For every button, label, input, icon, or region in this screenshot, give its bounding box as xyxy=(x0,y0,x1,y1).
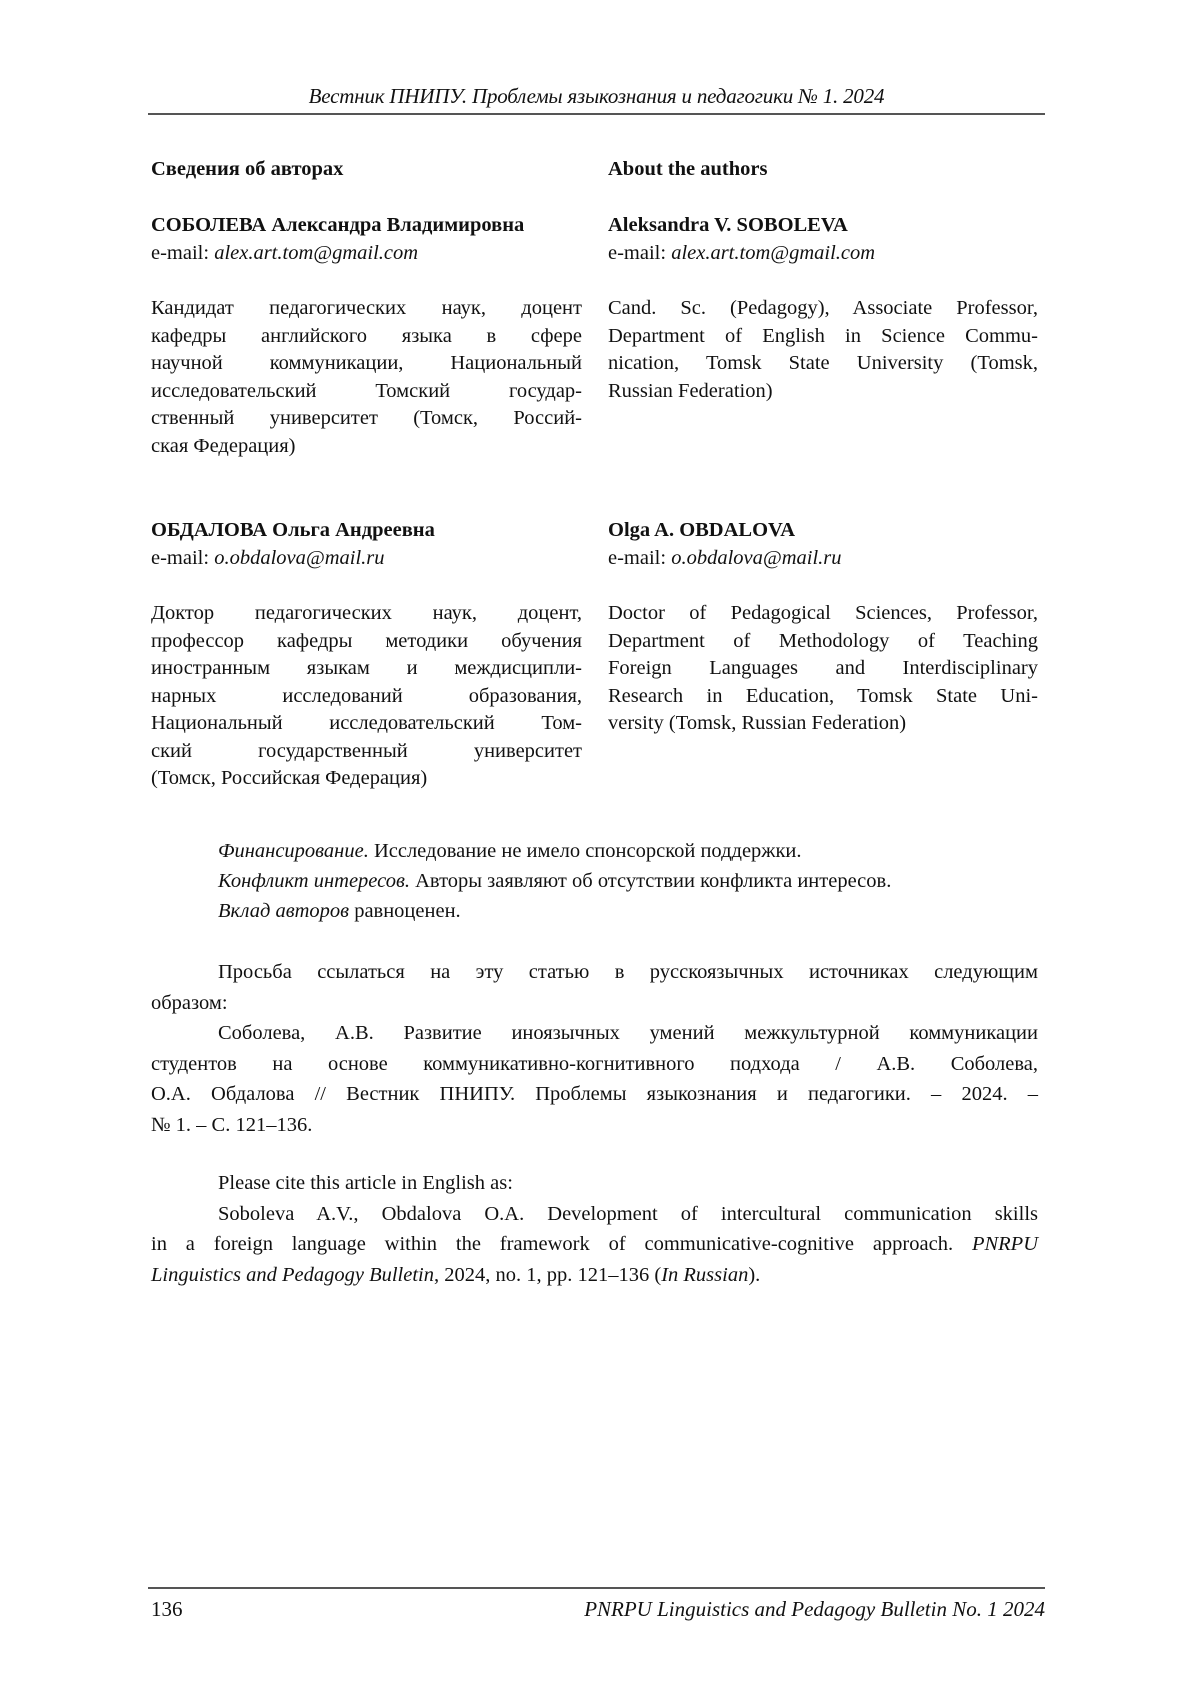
bio-line: ский государственный университет xyxy=(151,739,582,762)
citation-text: ). xyxy=(748,1263,761,1286)
bio-line: (Томск, Российская Федерация) xyxy=(151,767,428,789)
citation-text: in a foreign language within the framework of communicative-cognitive approach. xyxy=(151,1233,972,1255)
author-ru-2 xyxy=(151,517,582,793)
citation-ref-line xyxy=(151,1260,1038,1291)
journal-name: PNRPU xyxy=(971,1233,1038,1255)
authors-ru-title: Сведения об авторах xyxy=(151,158,344,180)
conflict-text: Авторы заявляют об отсутствии конфликта интересов. xyxy=(410,870,892,892)
language-note: In Russian xyxy=(661,1263,749,1286)
email-line xyxy=(608,240,1038,268)
citation-intro: Please cite this article in English as: xyxy=(218,1172,513,1194)
citation-ru xyxy=(151,957,1038,1140)
contribution-note xyxy=(218,896,891,926)
bio-line: Foreign Languages and Interdisciplinary xyxy=(608,657,1038,679)
bio-line: Department of English in Science Commu- xyxy=(608,324,1038,347)
citation-ref-line: Соболева, А.В. Развитие иноязычных умений межкультурной коммуникации xyxy=(218,1022,1038,1044)
email-label: e-mail: xyxy=(151,241,215,264)
citation-intro: образом: xyxy=(151,991,228,1014)
bio-line: иностранным языкам и междисципли- xyxy=(151,657,582,679)
citation-text: , 2024, no. 1, pp. 121–136 ( xyxy=(434,1263,662,1286)
email-link[interactable]: o.obdalova@mail.ru xyxy=(671,546,842,569)
email-label: e-mail: xyxy=(608,546,672,569)
bio-line: исследовательский Томский государ- xyxy=(151,379,582,402)
email-link[interactable]: alex.art.tom@gmail.com xyxy=(671,241,876,264)
citation-ref-line xyxy=(151,1229,1038,1260)
bio-line: Research in Education, Tomsk State Uni- xyxy=(608,684,1038,707)
bio-line: Кандидат педагогических наук, доцент xyxy=(151,297,582,319)
bio-line: ственный университет (Томск, Россий- xyxy=(151,407,582,429)
bio-line: Department of Methodology of Teaching xyxy=(608,629,1038,652)
author-bio xyxy=(608,295,1038,405)
author-name: Aleksandra V. SOBOLEVA xyxy=(608,214,848,236)
journal-name: Linguistics and Pedagogy Bulletin xyxy=(151,1263,434,1286)
email-line xyxy=(151,240,582,268)
email-link[interactable]: alex.art.tom@gmail.com xyxy=(214,241,419,264)
bio-line: Национальный исследовательский Том- xyxy=(151,712,582,734)
citation-ref-line: Soboleva A.V., Obdalova O.A. Development of intercultural communication skills xyxy=(218,1202,1038,1225)
bio-line: ская Федерация) xyxy=(151,434,296,457)
author-en-1 xyxy=(608,212,1038,405)
funding-text: Исследование не имело спонсорской поддержки. xyxy=(368,840,802,862)
email-line xyxy=(151,545,582,573)
author-bio xyxy=(151,295,582,460)
author-name: ОБДАЛОВА Ольга Андреевна xyxy=(151,519,435,541)
citation-ref-line: № 1. – С. 121–136. xyxy=(151,1113,313,1136)
citation-en xyxy=(151,1168,1038,1290)
page-number: 136 xyxy=(151,1597,183,1621)
author-en-2 xyxy=(608,517,1038,738)
running-header: Вестник ПНИПУ. Проблемы языкознания и педагогики № 1. 2024 xyxy=(308,84,885,108)
contribution-label: Вклад авторов xyxy=(218,900,350,922)
bio-line: нарных исследований образования, xyxy=(151,684,582,707)
bio-line: Russian Federation) xyxy=(608,379,773,402)
header-rule xyxy=(148,113,1045,115)
bio-line: кафедры английского языка в сфере xyxy=(151,324,582,347)
contribution-text: равноценен. xyxy=(349,900,461,922)
funding-note xyxy=(218,836,891,866)
footer-rule xyxy=(148,1587,1045,1589)
bio-line: versity (Tomsk, Russian Federation) xyxy=(608,712,907,734)
bio-line: nication, Tomsk State University (Tomsk, xyxy=(608,352,1038,374)
author-name: Olga A. OBDALOVA xyxy=(608,519,796,541)
bio-line: Cand. Sc. (Pedagogy), Associate Professor, xyxy=(608,297,1038,319)
citation-ref-line: О.А. Обдалова // Вестник ПНИПУ. Проблемы языкознания и педагогики. – 2024. – xyxy=(151,1083,1038,1105)
email-label: e-mail: xyxy=(151,546,215,569)
bio-line: Доктор педагогических наук, доцент, xyxy=(151,602,582,624)
email-line xyxy=(608,545,1038,573)
citation-ref-line: студентов на основе коммуникативно-когнитивного подхода / А.В. Соболева, xyxy=(151,1052,1038,1075)
bio-line: Doctor of Pedagogical Sciences, Professor, xyxy=(608,602,1038,624)
running-footer: PNRPU Linguistics and Pedagogy Bulletin No. 1 2024 xyxy=(584,1597,1045,1621)
author-name: СОБОЛЕВА Александра Владимировна xyxy=(151,214,525,236)
author-bio xyxy=(608,600,1038,738)
email-label: e-mail: xyxy=(608,241,672,264)
conflict-label: Конфликт интересов. xyxy=(218,870,410,892)
author-ru-1 xyxy=(151,212,582,460)
author-bio xyxy=(151,600,582,793)
email-link[interactable]: o.obdalova@mail.ru xyxy=(214,546,385,569)
authors-en-title: About the authors xyxy=(608,158,768,180)
bio-line: профессор кафедры методики обучения xyxy=(151,629,582,652)
article-notes xyxy=(218,836,891,926)
conflict-note xyxy=(218,866,891,896)
funding-label: Финансирование. xyxy=(218,840,369,862)
citation-intro: Просьба ссылаться на эту статью в русскоязычных источниках следующим xyxy=(218,961,1038,983)
bio-line: научной коммуникации, Национальный xyxy=(151,352,582,374)
